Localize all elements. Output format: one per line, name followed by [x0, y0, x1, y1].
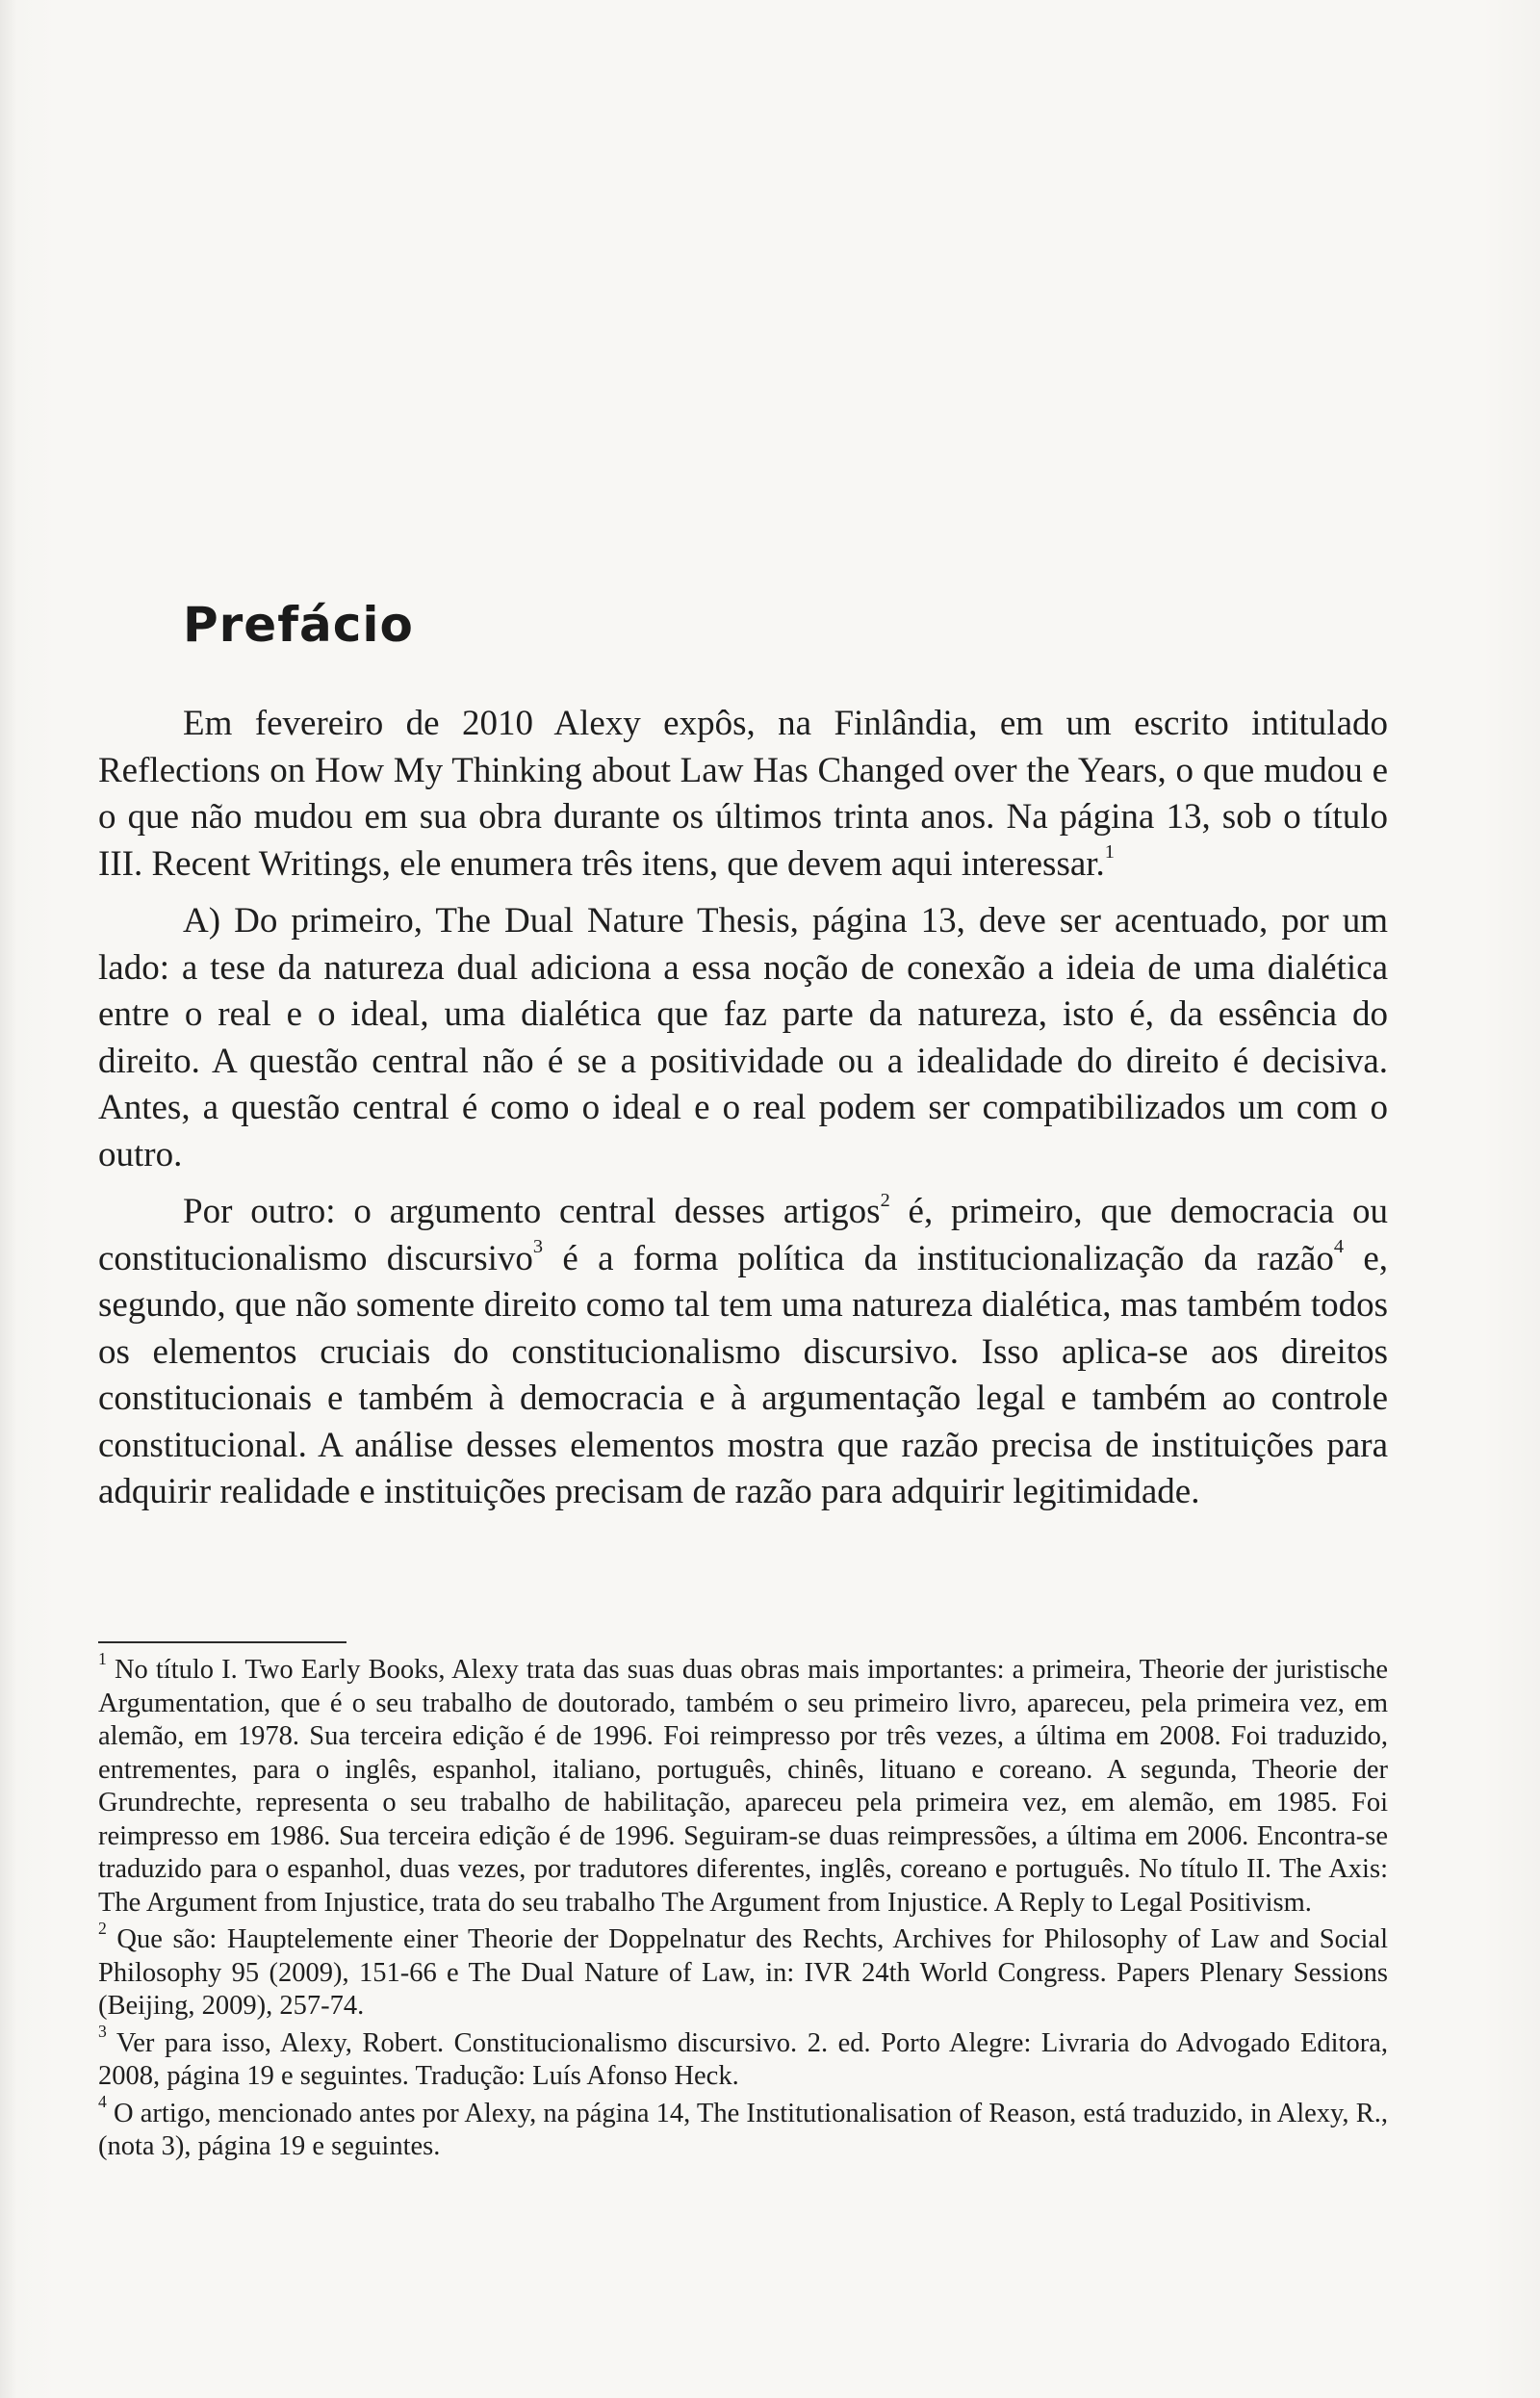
paragraph-text: A) Do primeiro, The Dual Nature Thesis, página 13, deve ser acentuado, por um lado: a tese da natureza dual adiciona a essa noção de conexão a ideia de uma dialética entre o real e o ideal, uma dialética que faz parte da natureza, isto é, da essência do direito. A questão central não é se a positividade ou a idealidade do direito é decisiva. Antes, a questão central é como o ideal e o real podem ser compatibilizados um com o outro.	[98, 901, 1388, 1174]
paragraph-1	[98, 701, 1388, 888]
footnote-ref-2: 2	[880, 1189, 890, 1211]
footnote-number: 4	[98, 2092, 107, 2112]
footnotes	[98, 1648, 1388, 2168]
paragraph-text: Em fevereiro de 2010 Alexy expôs, na Finlândia, em um escrito intitulado Reflections on How My Thinking about Law Has Changed over the Years, o que mudou e o que não mudou em sua obra durante os últimos trinta anos. Na página 13, sob o título III. Recent Writings, ele enumera três itens, que devem aqui interessar.	[98, 704, 1388, 884]
footnote-2	[98, 1918, 1388, 2024]
footnote-text: Que são: Hauptelemente einer Theorie der Doppelnatur des Rechts, Archives for Philosophy of Law and Social Philosophy 95 (2009), 151-66 e The Dual Nature of Law, in: IVR 24th World Congress. Papers Plenary Sessions (Beijing, 2009), 257-74.	[98, 1924, 1388, 2021]
footnote-ref-4: 4	[1333, 1236, 1345, 1258]
footnote-1	[98, 1648, 1388, 1920]
paragraph-3	[98, 1189, 1388, 1516]
paragraph-text: é, primeiro, que democracia ou constitucionalismo discursivo	[98, 1192, 1388, 1278]
footnote-3	[98, 2022, 1388, 2094]
paragraph-text: é a forma política da institucionalização da razão	[543, 1238, 1334, 1278]
footnote-text: O artigo, mencionado antes por Alexy, na página 14, The Institutionalisation of Reason, está traduzido, in Alexy, R., (nota 3), página 19 e seguintes.	[98, 2098, 1388, 2161]
footnote-number: 2	[98, 1918, 107, 1938]
page-title: Prefácio	[183, 597, 414, 653]
paragraph-text: e, segundo, que não somente direito como tal tem uma natureza dialética, mas também todos os elementos cruciais do constitucionalismo discursivo. Isso aplica-se aos direitos constitucionais e também à democracia e à argumentação legal e também ao controle constitucional. A análise desses elementos mostra que razão precisa de instituições para adquirir realidade e instituições precisam de razão para adquirir legitimidade.	[98, 1238, 1388, 1511]
footnote-4	[98, 2092, 1388, 2164]
footnote-number: 1	[98, 1648, 107, 1668]
footnote-text: Ver para isso, Alexy, Robert. Constitucionalismo discursivo. 2. ed. Porto Alegre: Livraria do Advogado Editora, 2008, página 19 e seguintes. Tradução: Luís Afonso Heck.	[98, 2027, 1388, 2091]
body-text	[98, 701, 1388, 1527]
paragraph-2	[98, 898, 1388, 1178]
footnote-number: 3	[98, 2022, 107, 2042]
footnote-ref-1: 1	[1104, 841, 1115, 864]
footnote-text: No título I. Two Early Books, Alexy trata das suas duas obras mais importantes: a primeira, Theorie der juristische Argumentation, que é o seu trabalho de doutorado, também o seu primeiro livro, apareceu, pela primeira vez, em alemão, em 1978. Sua terceira edição é de 1996. Foi reimpresso por três vezes, a última em 2008. Foi traduzido, entrementes, para o inglês, espanhol, italiano, português, chinês, lituano e coreano. A segunda, Theorie der Grundrechte, representa o seu trabalho de habilitação, apareceu pela primeira vez, em alemão, em 1985. Foi reimpresso em 1986. Sua terceira edição é de 1996. Seguiram-se duas reimpressões, a última em 2006. Encontra-se traduzido para o espanhol, duas vezes, por tradutores diferentes, inglês, coreano e português. No título II. The Axis: The Argument from Injustice, trata do seu trabalho The Argument from Injustice. A Reply to Legal Positivism.	[98, 1655, 1388, 1918]
footnote-ref-3: 3	[532, 1236, 544, 1258]
paragraph-text: Por outro: o argumento central desses artigos	[183, 1192, 881, 1231]
footnote-divider	[98, 1641, 346, 1643]
